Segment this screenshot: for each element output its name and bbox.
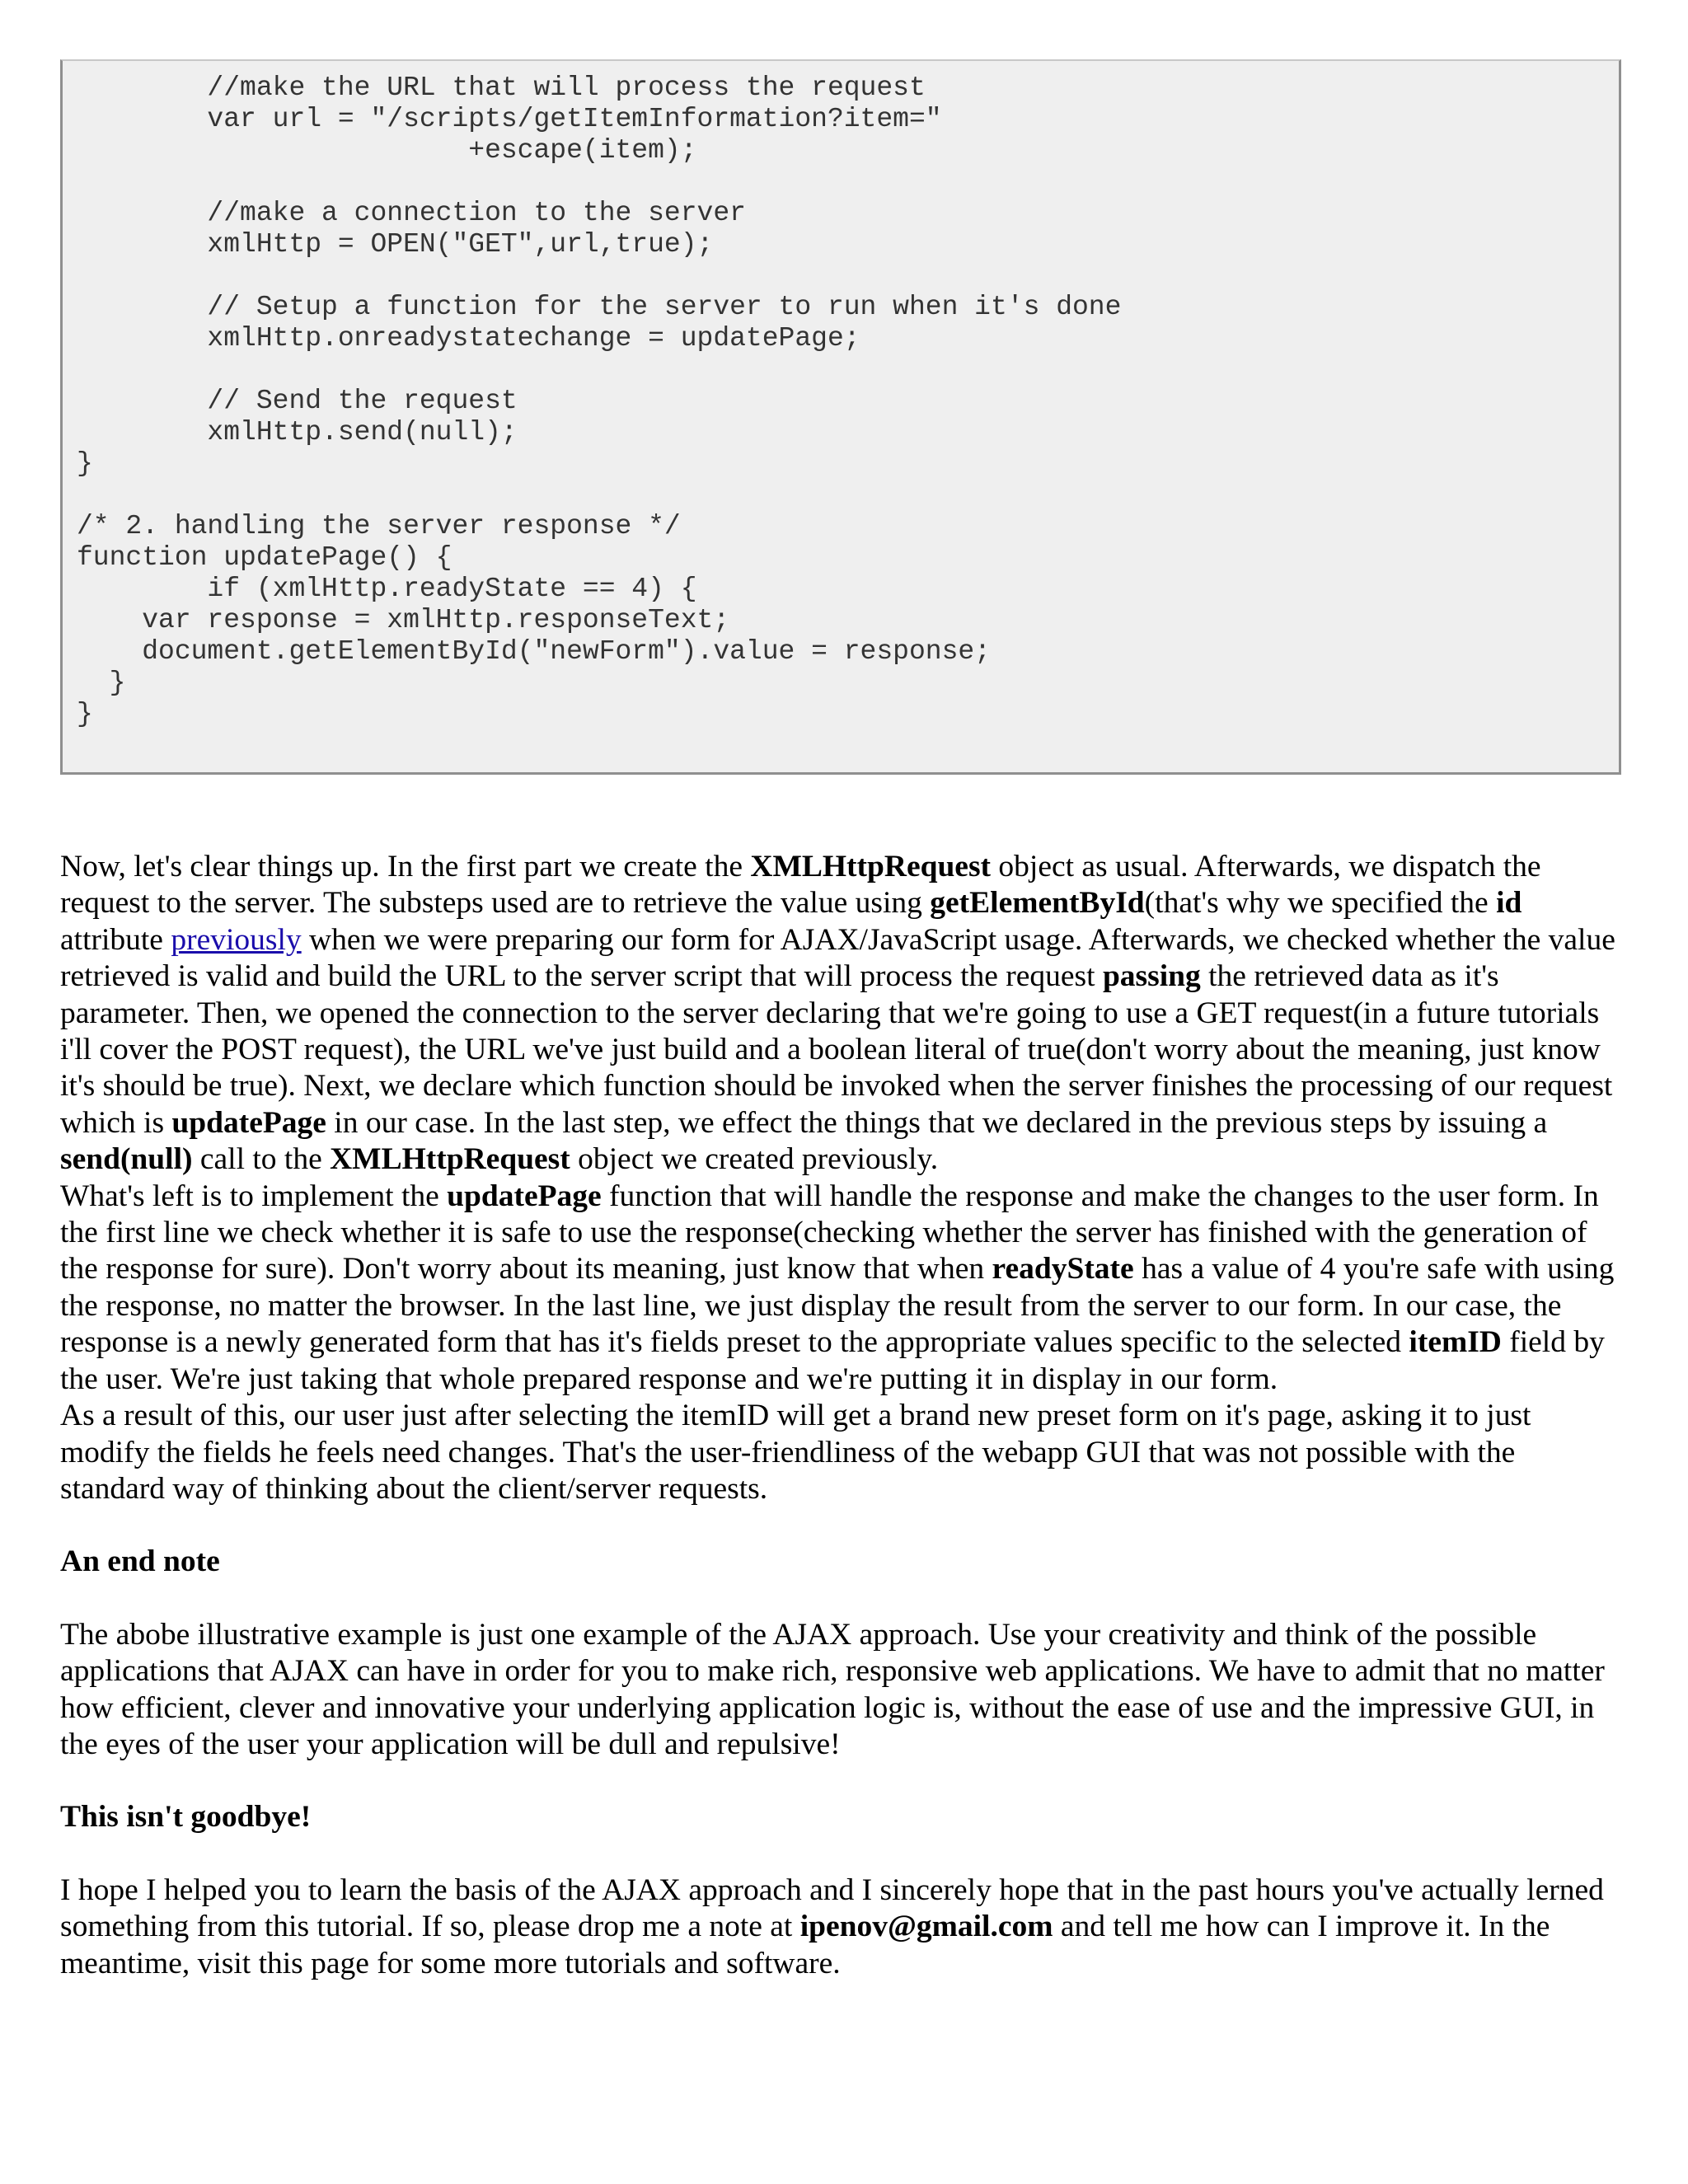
goodbye-heading: This isn't goodbye! — [60, 1800, 312, 1835]
text-run: has a value of 4 you're safe with using the response, no matter the browser. In the last line, we just display the result from the server to our form. In our case, the response is a newly generated form that has it's fields preset to the appropriate values specific to the selected — [60, 1252, 1615, 1360]
article-body — [60, 849, 1626, 1982]
bold-term: itemID — [1409, 1325, 1502, 1360]
text-run: attribute — [60, 922, 171, 957]
end-note-heading: An end note — [60, 1544, 220, 1579]
bold-term: updatePage — [447, 1179, 602, 1213]
text-run: and tell me how can I improve it. In the meantime, visit this page for some more tutorials and software. — [60, 1910, 1550, 1980]
text-run: object as usual. Afterwards, we dispatch the request to the server. The substeps used are to retrieve the value using — [60, 850, 1541, 921]
code-text: //make the URL that will process the request var url = "/scripts/getItemInformation?item=" +escape(item); //make a connection to the server xmlHttp = OPEN("GET",url,true); // Setup a function for the server to run when it's done xmlHttp.onreadystatechange = updatePage; // Send the request xmlHttp.send(null); } /* 2. handling the server response */ function updatePage() { if (xmlHttp.readyState == 4) { var response = xmlHttp.responseText; document.getElementById("newForm").value = response; } } — [77, 73, 1122, 729]
paragraph-update-page — [60, 1179, 1626, 1398]
bold-term: readyState — [992, 1252, 1134, 1286]
email-address: ipenov@gmail.com — [799, 1910, 1053, 1944]
previously-link[interactable]: previously — [171, 922, 302, 957]
code-block — [60, 59, 1621, 775]
end-note-text: The abobe illustrative example is just one example of the AJAX approach. Use your creativity and think of the possible applications that AJAX can have in order for you to make rich, responsive web applications. We have to admit that no matter how efficient, clever and innovative your underlying application logic is, without the ease of use and the impressive GUI, in the eyes of the user your application will be dull and repulsive! — [60, 1617, 1605, 1761]
spacer — [60, 1836, 1626, 1872]
text-run: (that's why we specified the — [1144, 886, 1497, 921]
paragraph-result: As a result of this, our user just after selecting the itemID will get a brand new preset form on it's page, asking it to just modify the fields he feels need changes. That's the user-friendliness of the webapp GUI that was not possible with the standard way of thinking about the client/server requests. — [60, 1399, 1531, 1506]
bold-term: send(null) — [60, 1142, 193, 1177]
spacer — [60, 1763, 1626, 1799]
bold-term: updatePage — [171, 1105, 326, 1140]
spacer — [60, 1581, 1626, 1617]
spacer — [60, 1507, 1626, 1544]
text-run: I hope I helped you to learn the basis of the AJAX approach and I sincerely hope that in the past hours you've actually lerned something from this tutorial. If so, please drop me a note at — [60, 1872, 1604, 1944]
bold-term: getElementById — [930, 886, 1145, 921]
bold-term: XMLHttpRequest — [750, 850, 992, 883]
bold-term: id — [1496, 886, 1522, 921]
text-run: What's left is to implement the — [60, 1179, 448, 1213]
text-run: call to the — [192, 1142, 331, 1177]
text-run: Now, let's clear things up. In the first part we create the — [60, 850, 751, 883]
paragraph-explanation — [60, 849, 1626, 1179]
goodbye-text — [60, 1872, 1626, 1982]
text-run: function that will handle the response and make the changes to the user form. In the first line we check whether it is safe to use the response(checking whether the server has finished with the generation of the response for sure). Don't worry about its meaning, just know that when — [60, 1179, 1599, 1286]
text-run: in our case. In the last step, we effect the things that we declared in the previous steps by issuing a — [326, 1105, 1548, 1140]
bold-term: XMLHttpRequest — [330, 1142, 570, 1177]
bold-term: passing — [1102, 959, 1201, 994]
text-run: field by the user. We're just taking that whole prepared response and we're putting it in display in our form. — [60, 1325, 1605, 1396]
text-run: object we created previously. — [570, 1142, 939, 1177]
text-run: when we were preparing our form for AJAX/JavaScript usage. Afterwards, we checked whether the value retrieved is valid and build the URL to the server script that will process the request — [60, 922, 1615, 994]
text-run: the retrieved data as it's parameter. Then, we opened the connection to the server declaring that we're going to use a GET request(in a future tutorials i'll cover the POST request), the URL we've just build and a boolean literal of true(don't worry about the meaning, just know it's should be true). Next, we declare which function should be invoked when the server finishes the processing of our request which is — [60, 959, 1613, 1140]
